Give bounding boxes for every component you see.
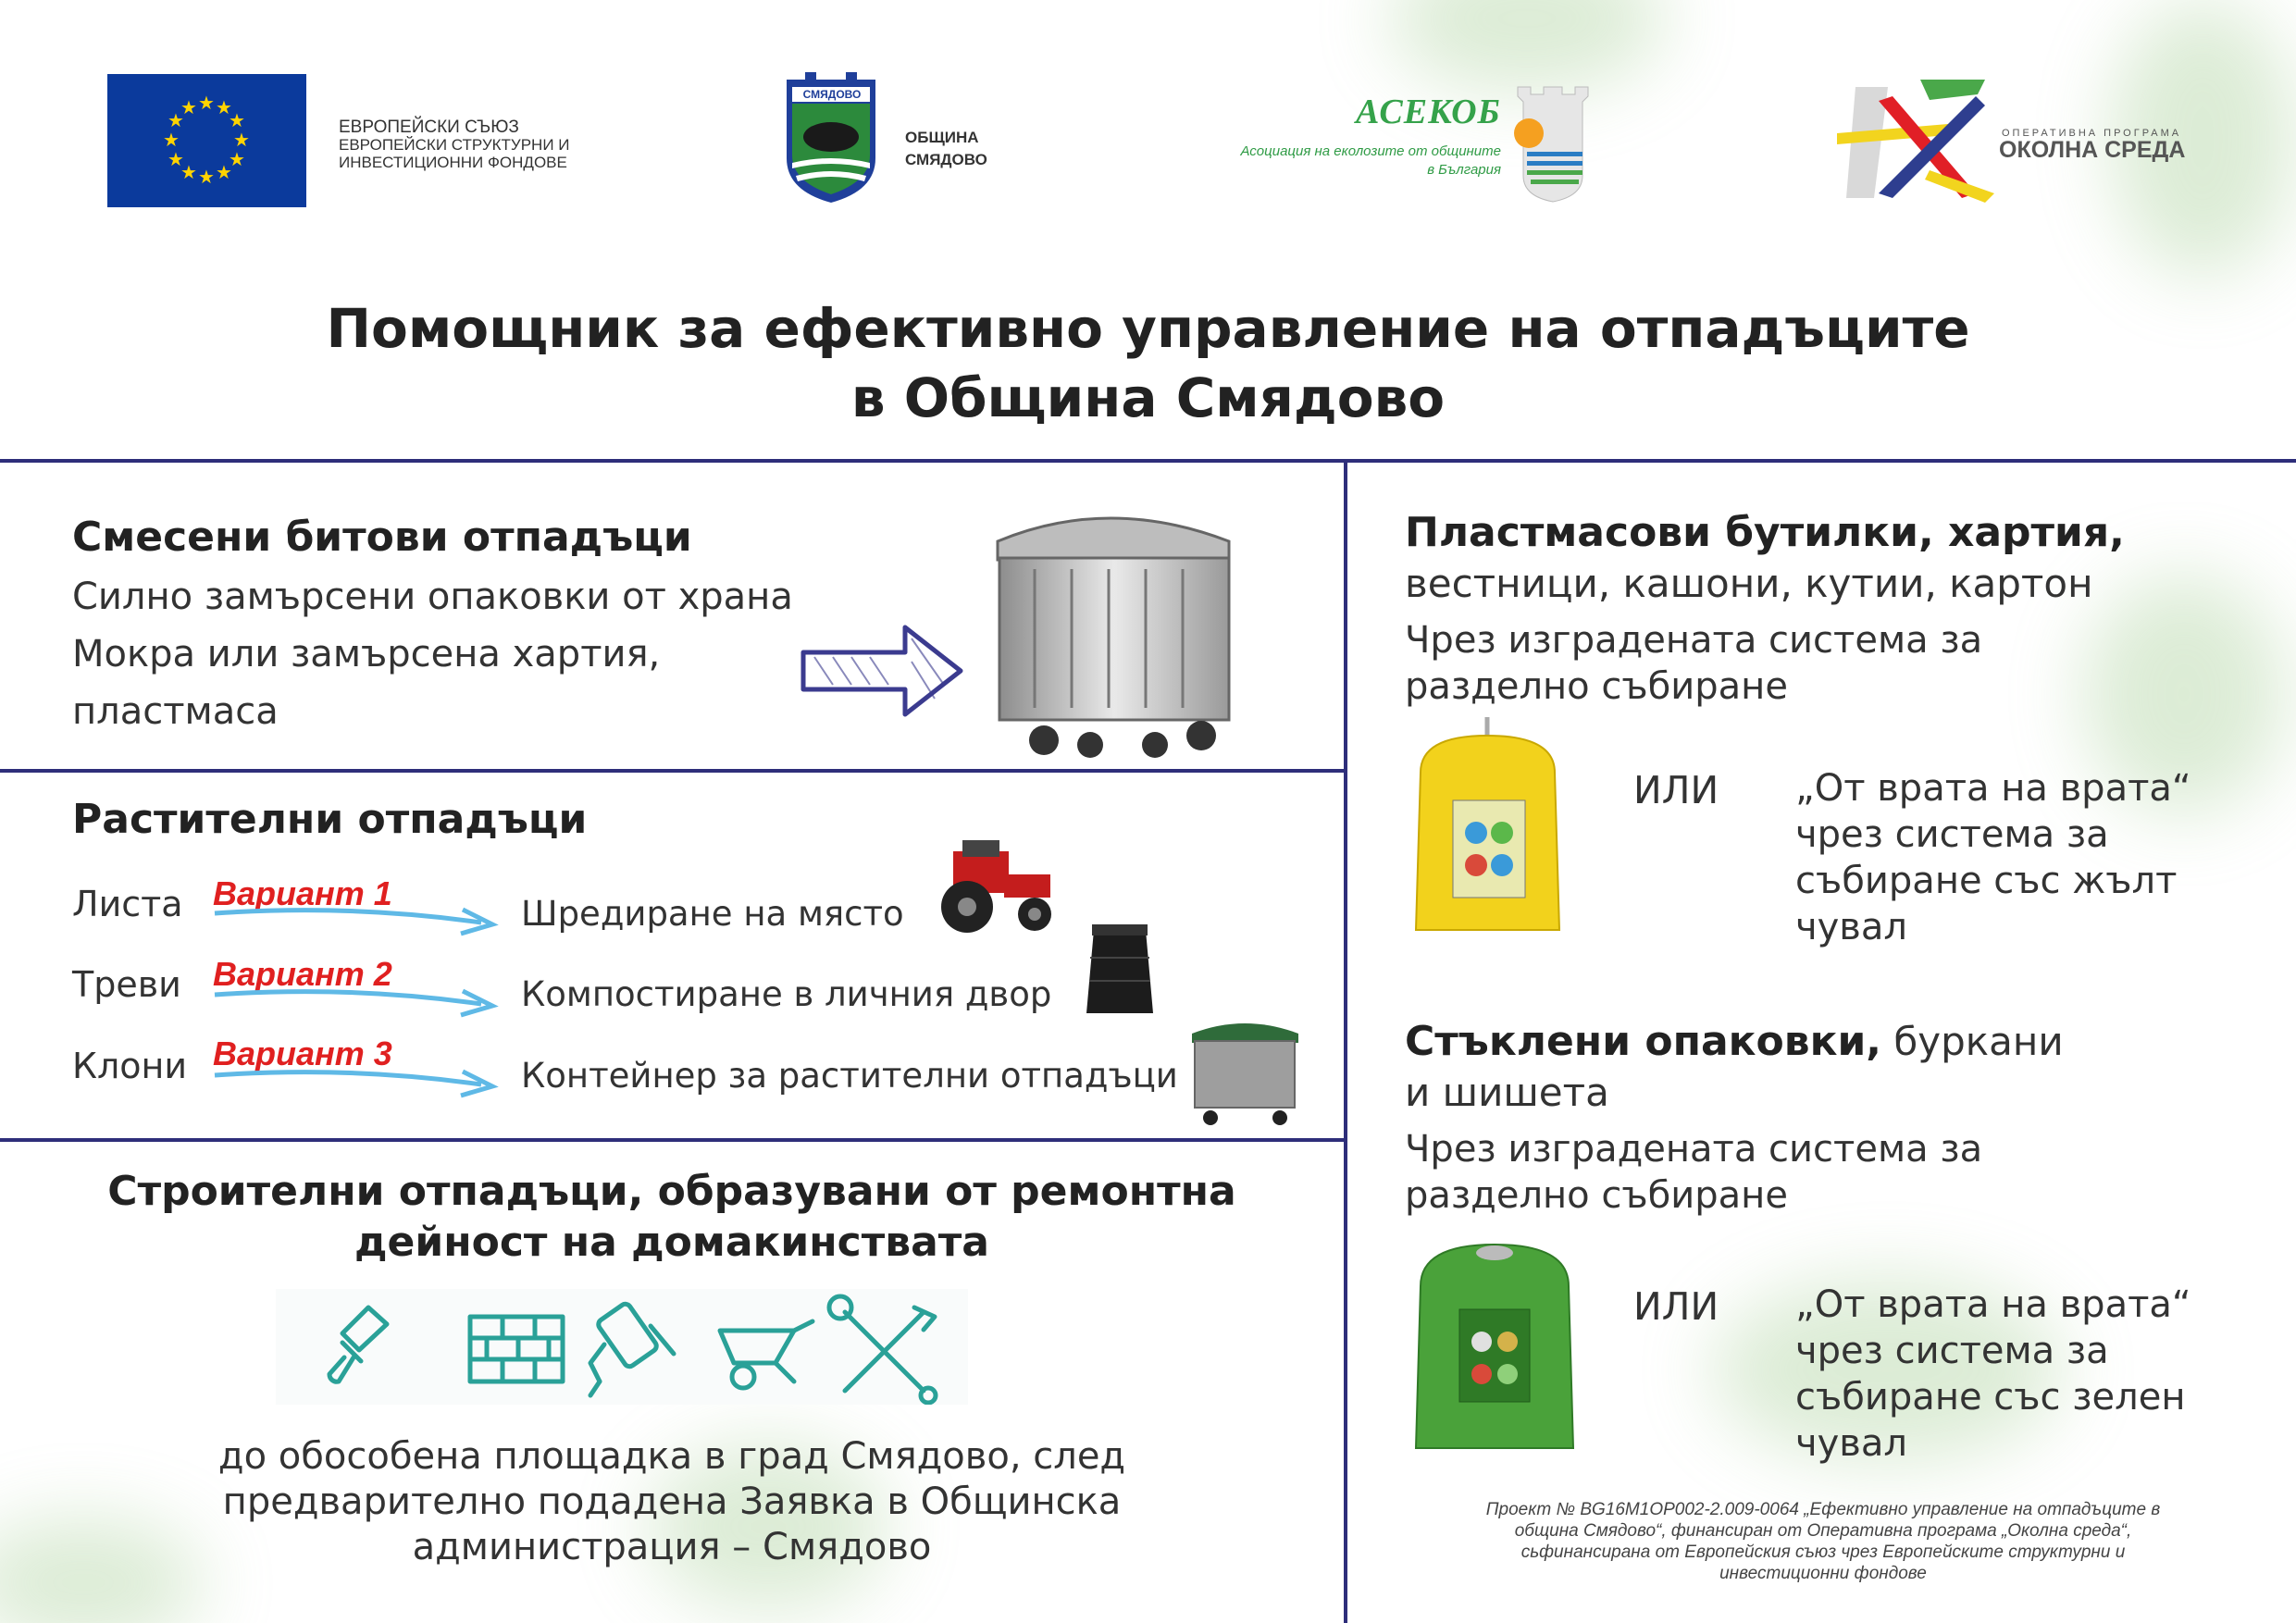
action-green-container: Контейнер за растителни отпадъци: [521, 1056, 1178, 1096]
plastic-paper-sub: Чрез изградената система за разделно събиране: [1405, 619, 1983, 708]
plastic-paper-heading: Пластмасови бутилки, хартия, вестници, кашони, кутии, картон: [1405, 509, 2125, 606]
brick-wall-icon: [470, 1317, 563, 1381]
op-small-label: ОПЕРАТИВНА ПРОГРАМА: [2002, 128, 2182, 139]
row-label-branches: Клони: [72, 1046, 188, 1086]
svg-text:★: ★: [233, 129, 250, 151]
door-to-door-green: „От врата на врата“ чрез система за събиране със зелен чувал: [1795, 1283, 2191, 1465]
mixed-waste-heading: Смесени битови отпадъци: [72, 514, 692, 561]
municipality-crest-logo: [779, 70, 883, 204]
variant-arrow-icon: [213, 1064, 500, 1101]
action-shredding: Шредиране на място: [521, 894, 904, 934]
svg-text:★: ★: [229, 109, 245, 131]
mixed-waste-list: Силно замърсени опаковки от храна Мокра или замърсена хартия, пластмаса: [72, 576, 793, 733]
tractor-image: [916, 833, 1064, 935]
construction-waste-heading: Строителни отпадъци, образувани от ремонтна дейност на домакинствата: [107, 1168, 1236, 1266]
construction-tools-strip: [276, 1289, 968, 1405]
eu-flag-logo: [107, 74, 306, 207]
asekob-subtitle: Асоциация на еколозите от общините в България: [1240, 143, 1501, 178]
municipality-name: ОБЩИНА СМЯДОВО: [905, 129, 987, 168]
row-label-leaves: Листа: [72, 884, 183, 924]
divider-left-1: [0, 769, 1346, 773]
wheelbarrow-icon: [720, 1321, 813, 1388]
or-label: ИЛИ: [1633, 768, 1719, 812]
yellow-container-image: [1402, 717, 1573, 948]
trowel-icon: [329, 1307, 387, 1381]
divider-vertical: [1344, 459, 1347, 1623]
project-funding-note: Проект № BG16M1OP002-2.009-0064 „Ефективно управление на отпадъците в община Смядово“, финансиран от Оперативна програма „Околна среда“, сьфинансирана от Европейския съюз чрез Европейските структурни и инвестиционни фондове: [1485, 1500, 2161, 1583]
svg-text:★: ★: [198, 92, 215, 114]
svg-text:★: ★: [168, 109, 184, 131]
door-to-door-yellow: „От врата на врата“ чрез система за събиране със жълт чувал: [1795, 767, 2191, 948]
divider-left-2: [0, 1138, 1346, 1142]
crest-label: СМЯДОВО: [802, 88, 862, 101]
variant-arrow-icon: [213, 902, 500, 939]
metal-bin-image: [979, 504, 1247, 763]
svg-text:★: ★: [163, 129, 180, 151]
or-label: ИЛИ: [1633, 1284, 1719, 1329]
svg-text:★: ★: [216, 96, 232, 118]
green-waste-heading: Растителни отпадъци: [72, 796, 588, 843]
wrench-hammer-icon: [829, 1296, 936, 1403]
construction-waste-text: до обособена площадка в град Смядово, след предварително подадена Заявка в Общинска администрация – Смядово: [217, 1435, 1126, 1568]
svg-text:★: ★: [229, 148, 245, 170]
divider-top: [0, 459, 2296, 463]
op-big-label: ОКОЛНА СРЕДА: [1999, 137, 2186, 163]
green-container-image: [1402, 1231, 1587, 1462]
asekob-name: АСЕКОБ: [1356, 93, 1501, 131]
glass-heading: Стъклени опаковки, буркани и шишета: [1405, 1018, 2064, 1115]
asekob-emblem-logo: [1508, 83, 1597, 204]
variant-arrow-icon: [213, 984, 500, 1021]
svg-text:★: ★: [198, 166, 215, 188]
green-lid-bin-image: [1187, 1013, 1303, 1129]
operational-programme-logo: [1837, 78, 1996, 203]
variant-1-label: Вариант 1: [213, 874, 392, 912]
paint-roller-icon: [590, 1302, 674, 1395]
page-title: Помощник за ефективно управление на отпадъците в Община Смядово: [326, 297, 1970, 429]
action-composting: Компостиране в личния двор: [521, 974, 1052, 1014]
svg-text:★: ★: [180, 161, 197, 183]
bg-leaf-blob: [1388, 0, 1666, 93]
arrow-right-icon: [796, 620, 967, 722]
variant-3-label: Вариант 3: [213, 1035, 392, 1072]
glass-sub: Чрез изградената система за разделно събиране: [1405, 1128, 1983, 1217]
row-label-grass: Треви: [72, 964, 181, 1005]
svg-text:★: ★: [216, 161, 232, 183]
svg-text:★: ★: [180, 96, 197, 118]
composter-image: [1083, 921, 1157, 1018]
variant-2-label: Вариант 2: [213, 955, 392, 993]
svg-text:★: ★: [168, 148, 184, 170]
eu-funds-text: ЕВРОПЕЙСКИ СЪЮЗ ЕВРОПЕЙСКИ СТРУКТУРНИ И ИНВЕСТИЦИОННИ ФОНДОВЕ: [339, 118, 570, 171]
